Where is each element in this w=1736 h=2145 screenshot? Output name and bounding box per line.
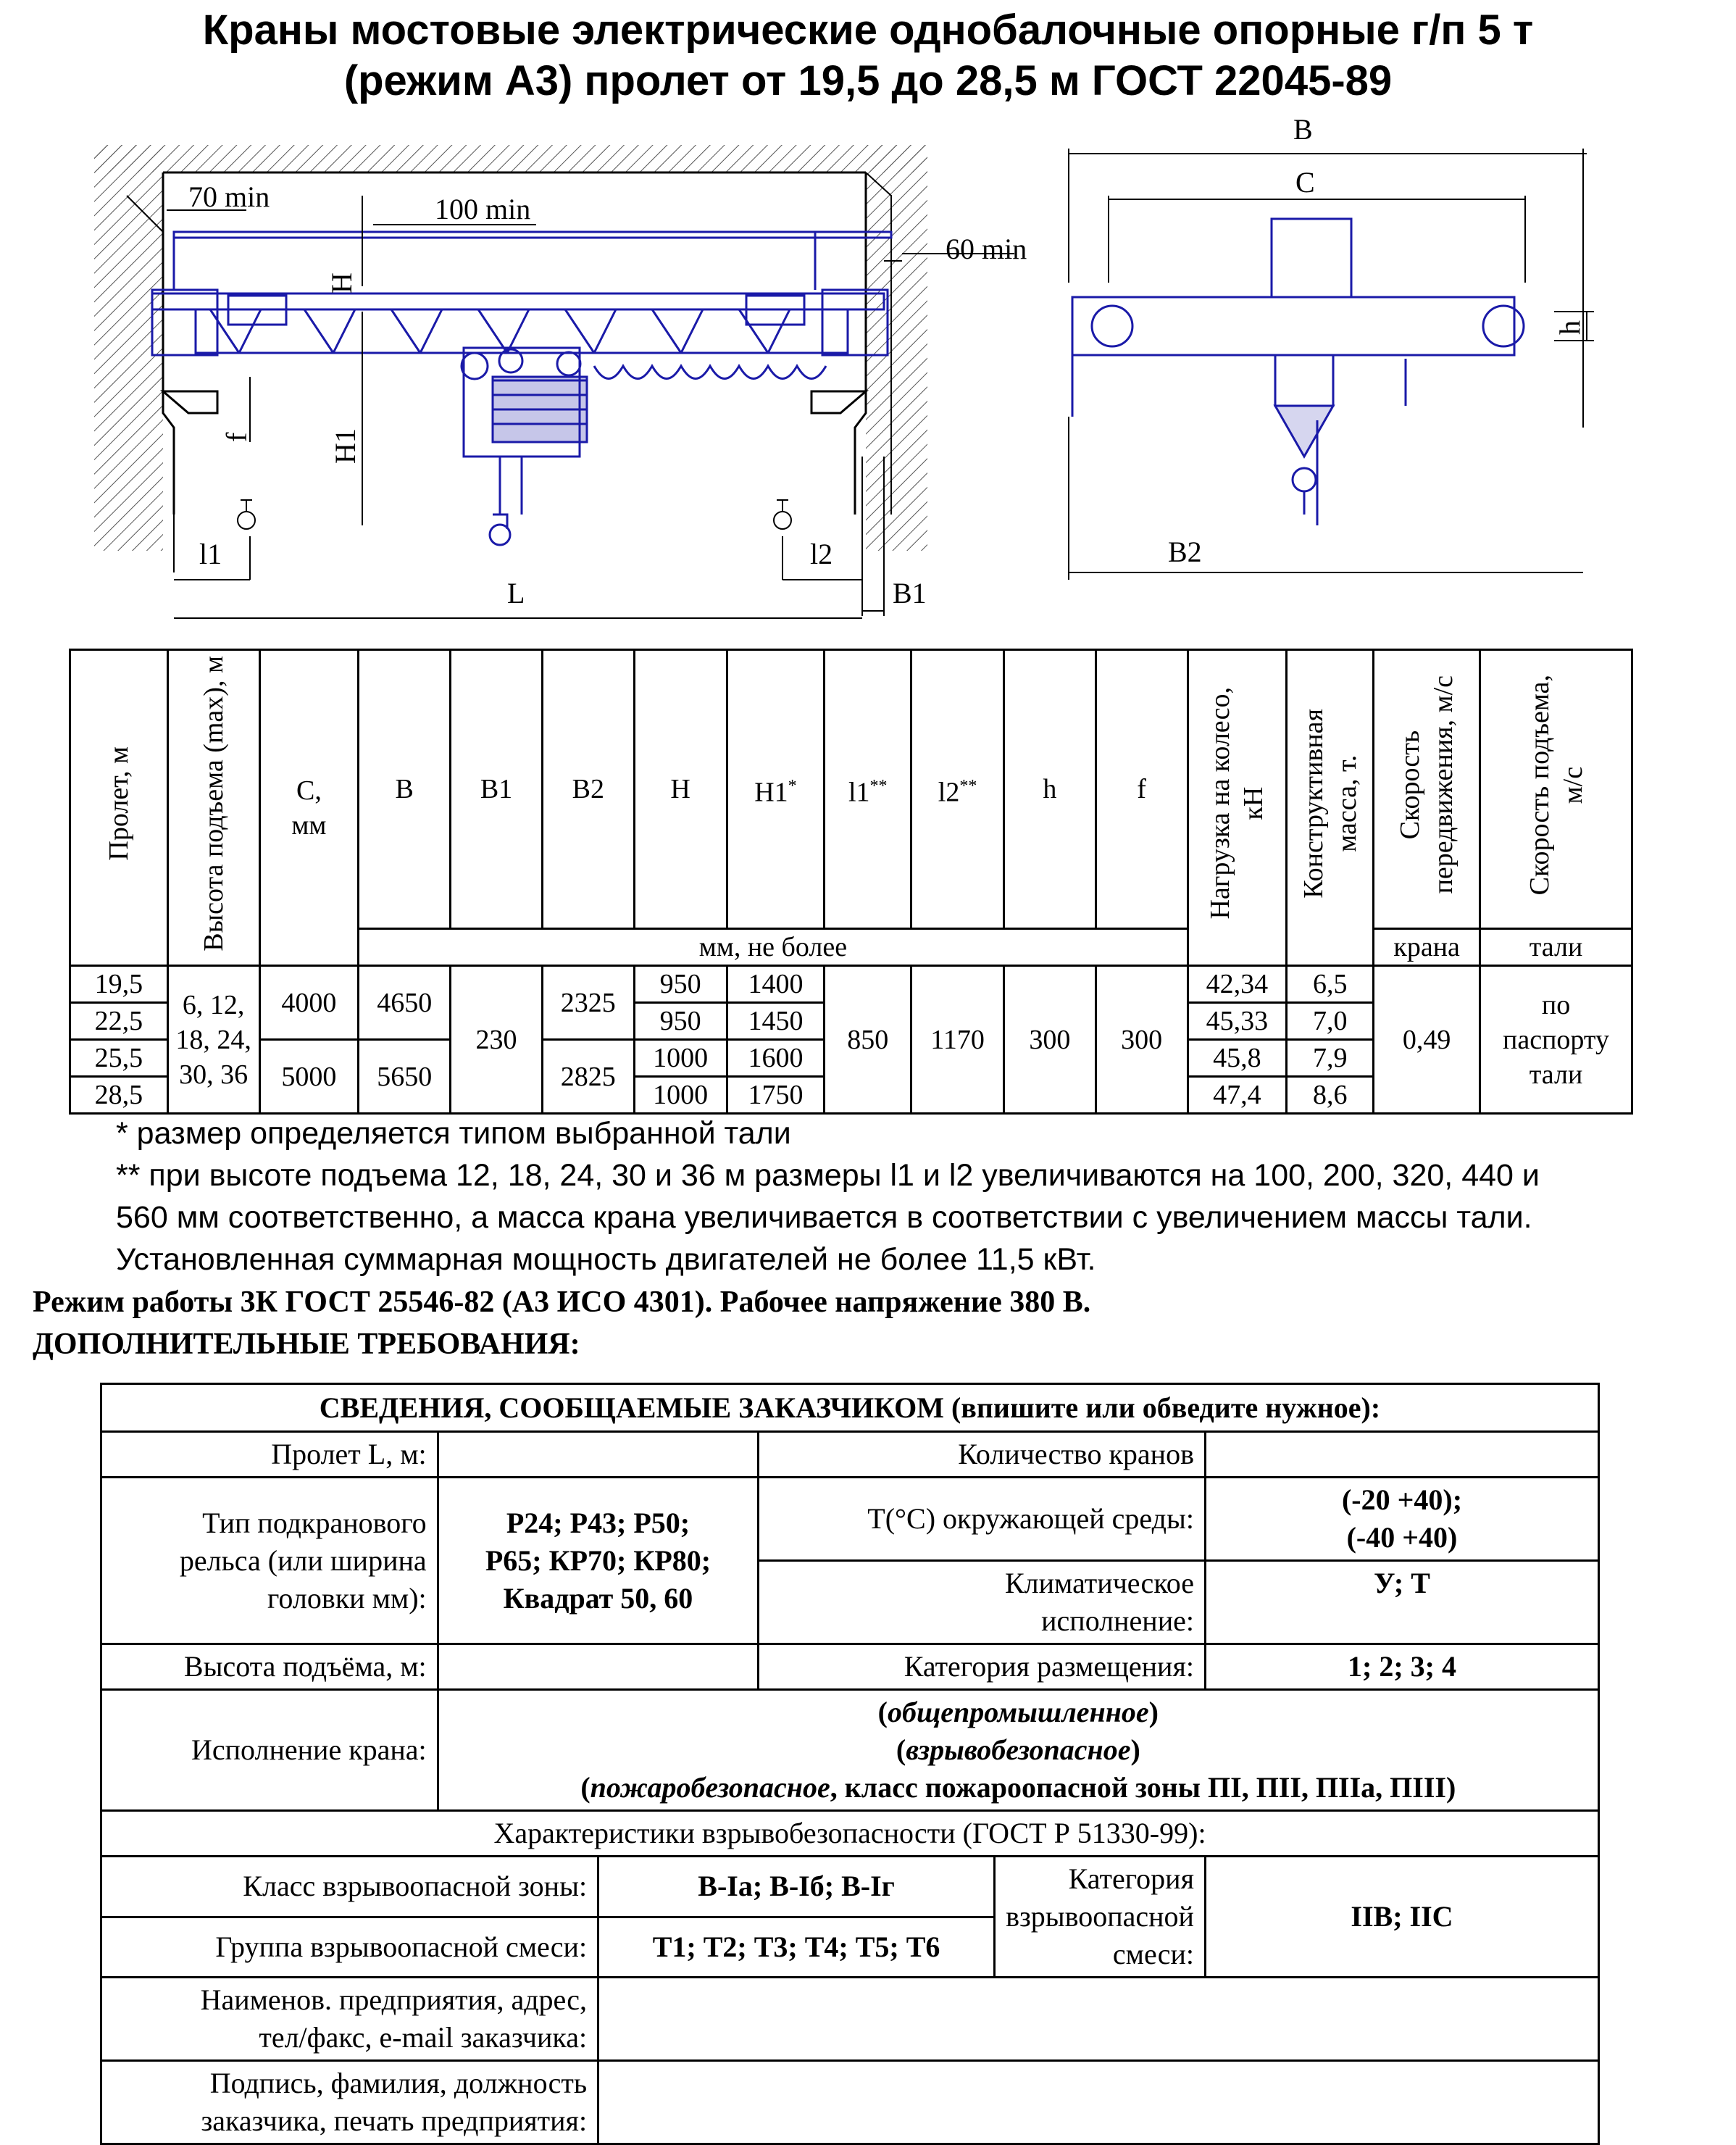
note-2b: 560 мм соответственно, а масса крана увеличивается в соответствии с увеличением массы тали.	[116, 1200, 1532, 1235]
c-cell: 4000	[259, 966, 359, 1040]
b2-cell: 2325	[542, 966, 634, 1040]
h-cell: 1000	[634, 1040, 727, 1077]
hdr-l2: l2**	[911, 650, 1004, 929]
span-field[interactable]	[438, 1432, 759, 1478]
label-70-min: 70 min	[188, 180, 270, 213]
lift-height-label: Высота подъёма, м:	[101, 1644, 438, 1690]
title-line-2: (режим А3) пролет от 19,5 до 28,5 м ГОСТ 22045-89	[343, 57, 1393, 104]
hdr-b1: B1	[451, 650, 543, 929]
hdr-b: B	[359, 650, 451, 929]
explosion-header: Характеристики взрывобезопасности (ГОСТ Р 51330-99):	[101, 1811, 1599, 1857]
note-1: * размер определяется типом выбранной тали	[116, 1116, 791, 1151]
rail-label: Тип подкранового рельса (или ширина головки мм):	[101, 1478, 438, 1644]
hdr-units-mm: мм, не более	[359, 929, 1188, 966]
label-l2: l2	[810, 538, 833, 570]
label-B2: B2	[1168, 536, 1202, 568]
mode-line: Режим работы 3К ГОСТ 25546-82 (А3 ИСО 4301). Рабочее напряжение 380 В.	[33, 1286, 1091, 1319]
execution-options[interactable]: (общепромышленное) (взрывобезопасное) (пожаробезопасное, класс пожароопасной зоны ПI, ПII, ПIIа, ПIII)	[438, 1690, 1598, 1811]
label-100-min: 100 min	[435, 193, 531, 225]
label-h: h	[1553, 320, 1586, 335]
label-f: f	[220, 432, 253, 442]
hoist-speed-cell: по паспорту тали	[1480, 966, 1632, 1114]
signature-field[interactable]	[598, 2061, 1599, 2144]
climate-options[interactable]: У; Т	[1205, 1561, 1598, 1644]
h-small-cell: 300	[1003, 966, 1096, 1114]
group-options[interactable]: Т1; Т2; Т3; Т4; Т5; Т6	[598, 1917, 995, 1978]
hdr-h-small: h	[1003, 650, 1096, 929]
mass-cell: 7,0	[1287, 1003, 1374, 1040]
table-row	[70, 966, 1632, 1003]
extra-requirements-heading: ДОПОЛНИТЕЛЬНЫЕ ТРЕБОВАНИЯ:	[33, 1328, 580, 1361]
travel-speed-cell: 0,49	[1374, 966, 1480, 1114]
zone-options[interactable]: В-Iа; В-Iб; В-Iг	[598, 1857, 995, 1917]
spec-table	[69, 649, 1633, 1115]
c-cell: 5000	[259, 1040, 359, 1114]
mass-cell: 8,6	[1287, 1077, 1374, 1114]
hdr-unit-hoist: тали	[1480, 929, 1632, 966]
crane-drawing	[0, 109, 1736, 630]
label-L: L	[507, 577, 525, 609]
hdr-b2: B2	[542, 650, 634, 929]
hdr-f: f	[1096, 650, 1188, 929]
span-cell: 19,5	[70, 966, 168, 1003]
label-60-min: 60 min	[946, 233, 1027, 265]
f-cell: 300	[1096, 966, 1188, 1114]
hdr-mass: Конструктивная масса, т.	[1298, 708, 1362, 899]
span-label: Пролет L, м:	[101, 1432, 438, 1478]
rail-options[interactable]: Р24; Р43; Р50; Р65; КР70; КР80; Квадрат 50, 60	[438, 1478, 759, 1644]
mass-cell: 7,9	[1287, 1040, 1374, 1077]
h1-cell: 1400	[727, 966, 825, 1003]
hdr-l1: l1**	[825, 650, 911, 929]
title-line-1: Краны мостовые электрические однобалочные опорные г/п 5 т	[202, 7, 1534, 54]
h1-cell: 1450	[727, 1003, 825, 1040]
label-H: H	[325, 272, 358, 293]
hdr-travel-speed: Скорость передвижения, м/с	[1395, 675, 1459, 894]
mass-cell: 6,5	[1287, 966, 1374, 1003]
label-B: B	[1293, 113, 1313, 146]
company-label: Наименов. предприятия, адрес, тел/факс, e-mail заказчика:	[101, 1978, 598, 2061]
b-cell: 4650	[359, 966, 451, 1040]
hdr-unit-crane: крана	[1374, 929, 1480, 966]
category-options[interactable]: IIВ; IIС	[1205, 1857, 1598, 1978]
l1-cell: 850	[825, 966, 911, 1114]
customer-form	[100, 1383, 1600, 2145]
load-cell: 47,4	[1188, 1077, 1287, 1114]
lift-cell: 6, 12, 18, 24, 30, 36	[167, 966, 259, 1114]
temperature-options[interactable]: (-20 +40); (-40 +40)	[1205, 1478, 1598, 1561]
h1-cell: 1600	[727, 1040, 825, 1077]
l2-cell: 1170	[911, 966, 1004, 1114]
side-view-dimensions	[1069, 149, 1594, 580]
execution-label: Исполнение крана:	[101, 1690, 438, 1811]
label-B1: B1	[893, 577, 927, 609]
span-cell: 22,5	[70, 1003, 168, 1040]
category-label: Категория взрывоопасной смеси:	[995, 1857, 1206, 1978]
note-2a: ** при высоте подъема 12, 18, 24, 30 и 36 м размеры l1 и l2 увеличиваются на 100, 200, 320, 440 и	[116, 1158, 1540, 1193]
placement-label: Категория размещения:	[759, 1644, 1206, 1690]
b1-cell: 230	[451, 966, 543, 1114]
climate-label: Климатическое исполнение:	[759, 1561, 1206, 1644]
side-view-labels	[1168, 113, 1586, 568]
form-header: СВЕДЕНИЯ, СООБЩАЕМЫЕ ЗАКАЗЧИКОМ (впишите или обведите нужное):	[101, 1384, 1599, 1432]
h1-cell: 1750	[727, 1077, 825, 1114]
hdr-hoist-speed: Скорость подъема, м/с	[1524, 674, 1588, 896]
load-cell: 45,33	[1188, 1003, 1287, 1040]
crane-bridge	[152, 232, 891, 545]
load-cell: 42,34	[1188, 966, 1287, 1003]
hdr-span: Пролет, м	[103, 746, 134, 861]
note-3: Установленная суммарная мощность двигателей не более 11,5 кВт.	[116, 1242, 1096, 1277]
b-cell: 5650	[359, 1040, 451, 1114]
company-field[interactable]	[598, 1978, 1599, 2061]
hdr-h1: H1*	[727, 650, 825, 929]
crane-side-view	[1072, 219, 1524, 525]
hdr-lift: Высота подъема (max), м	[198, 655, 229, 951]
lift-height-field[interactable]	[438, 1644, 759, 1690]
placement-options[interactable]: 1; 2; 3; 4	[1205, 1644, 1598, 1690]
span-cell: 28,5	[70, 1077, 168, 1114]
zone-label: Класс взрывоопасной зоны:	[101, 1857, 598, 1917]
count-label: Количество кранов	[759, 1432, 1206, 1478]
load-cell: 45,8	[1188, 1040, 1287, 1077]
h-cell: 950	[634, 966, 727, 1003]
count-field[interactable]	[1205, 1432, 1598, 1478]
h-cell: 950	[634, 1003, 727, 1040]
hdr-wheel-load: Нагрузка на колесо, кН	[1205, 687, 1269, 920]
span-cell: 25,5	[70, 1040, 168, 1077]
label-C: C	[1295, 166, 1315, 199]
b2-cell: 2825	[542, 1040, 634, 1114]
temperature-label: T(°C) окружающей среды:	[759, 1478, 1206, 1561]
hdr-c: С, мм	[259, 650, 359, 966]
h-cell: 1000	[634, 1077, 727, 1114]
label-l1: l1	[199, 538, 222, 570]
hdr-h: H	[634, 650, 727, 929]
lifting-hooks	[238, 500, 791, 529]
group-label: Группа взрывоопасной смеси:	[101, 1917, 598, 1978]
label-H1: H1	[329, 428, 362, 464]
signature-label: Подпись, фамилия, должность заказчика, печать предприятия:	[101, 2061, 598, 2144]
